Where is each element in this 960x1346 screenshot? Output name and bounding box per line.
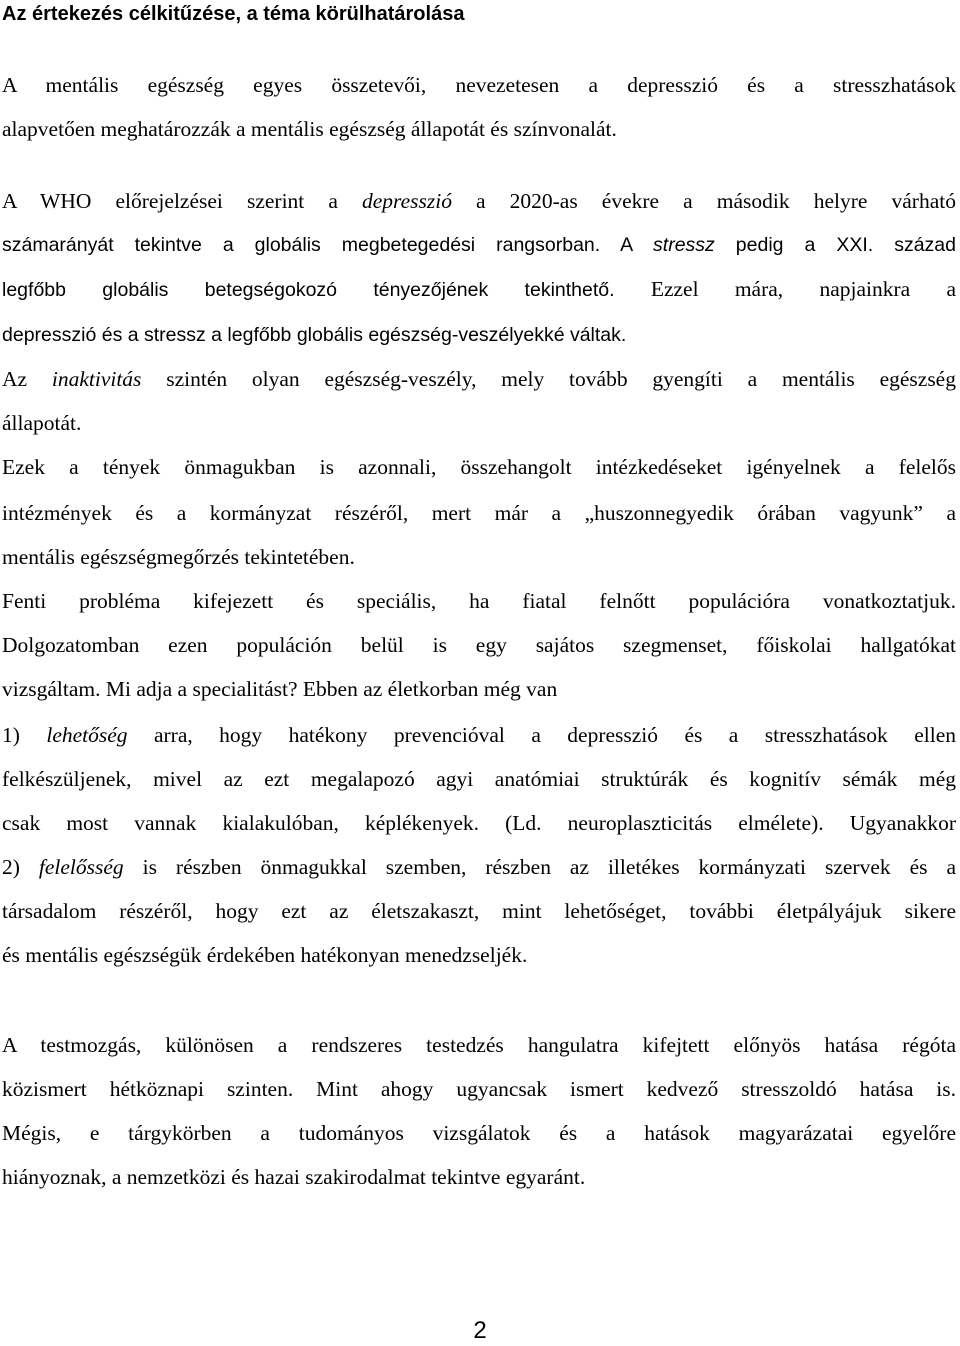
paragraph-5-line-3: vizsgáltam. Mi adja a specialitást? Ebben az életkorban még van (2, 677, 558, 701)
paragraph-7-line-2: társadalom részéről, hogy ezt az életszakaszt, mint lehetőséget, további életpályájuk sikere (2, 899, 956, 923)
paragraph-1-line-1: A mentális egészség egyes összetevői, nevezetesen a depresszió és a stresszhatások (2, 73, 956, 97)
paragraph-2-line-4: depresszió és a stressz a legfőbb globális egészség-veszélyekké váltak. (2, 324, 627, 346)
paragraph-4-line-1: Ezek a tények önmagukban is azonnali, összehangolt intézkedéseket igényelnek a felelős (2, 455, 956, 479)
text-span: 2) (2, 855, 39, 879)
paragraph-4-line-3: mentális egészségmegőrzés tekintetében. (2, 545, 355, 569)
emphasis-depresszio: depresszió (361, 189, 452, 213)
paragraph-2-line-2 (2, 230, 956, 260)
paragraph-3-line-1 (2, 364, 956, 394)
emphasis-inaktivitas: inaktivitás (51, 367, 142, 391)
paragraph-6-line-3: csak most vannak kialakulóban, képlékenyek. (Ld. neuroplaszticitás elmélete). Ugyanakkor (2, 811, 956, 835)
emphasis-lehetoseg: lehetőség (46, 723, 128, 747)
text-span: pedig a XXI. század (714, 234, 956, 256)
paragraph-8-line-2: közismert hétköznapi szinten. Mint ahogy ugyancsak ismert kedvező stresszoldó hatása is. (2, 1077, 956, 1101)
text-span: Az (2, 367, 52, 391)
text-span: is részben önmagukkal szemben, részben az illetékes kormányzati szervek és a (123, 855, 956, 879)
paragraph-2-line-3 (2, 274, 956, 305)
text-span: számarányát tekintve a globális megbetegedési rangsorban. A (2, 234, 654, 256)
paragraph-4-line-2: intézmények és a kormányzat részéről, mert már a „huszonnegyedik órában vagyunk” a (2, 501, 956, 525)
paragraph-8-line-1: A testmozgás, különösen a rendszeres testedzés hangulatra kifejtett előnyös hatása régóta (2, 1033, 956, 1057)
paragraph-8-line-3: Mégis, e tárgykörben a tudományos vizsgálatok és a hatások magyarázatai egyelőre (2, 1121, 956, 1145)
section-heading: Az értekezés célkitűzése, a téma körülhatárolása (2, 3, 465, 25)
emphasis-stressz: stressz (653, 234, 715, 256)
text-span: 1) (2, 723, 47, 747)
text-span: szintén olyan egészség-veszély, mely tovább gyengíti a mentális egészség (141, 367, 956, 391)
paragraph-7-line-1 (2, 852, 956, 882)
page-number: 2 (473, 1317, 487, 1344)
text-span: legfőbb globális betegségokozó tényezőjének tekinthető. (2, 279, 615, 301)
paragraph-6-line-2: felkészüljenek, mivel az ezt megalapozó agyi anatómiai struktúrák és kognitív sémák még (2, 767, 956, 791)
text-span: a 2020-as évekre a második helyre várható (451, 189, 956, 213)
paragraph-3-line-2: állapotát. (2, 411, 82, 435)
paragraph-5-line-2: Dolgozatomban ezen populáción belül is egy sajátos szegmenset, főiskolai hallgatókat (2, 633, 956, 657)
paragraph-8-line-4: hiányoznak, a nemzetközi és hazai szakirodalmat tekintve egyaránt. (2, 1165, 586, 1189)
emphasis-felelosseg: felelősség (38, 855, 124, 879)
text-span: Ezzel mára, napjainkra a (614, 277, 956, 301)
paragraph-1-line-2: alapvetően meghatározzák a mentális egészség állapotát és színvonalát. (2, 117, 617, 141)
text-span: A WHO előrejelzései szerint a (2, 189, 362, 213)
paragraph-2-line-1 (2, 186, 956, 216)
paragraph-6-line-1 (2, 720, 956, 750)
paragraph-5-line-1: Fenti probléma kifejezett és speciális, ha fiatal felnőtt populációra vonatkoztatjuk. (2, 589, 956, 613)
text-span: arra, hogy hatékony prevencióval a depresszió és a stresszhatások ellen (127, 723, 956, 747)
paragraph-7-line-3: és mentális egészségük érdekében hatékonyan menedzseljék. (2, 943, 528, 967)
